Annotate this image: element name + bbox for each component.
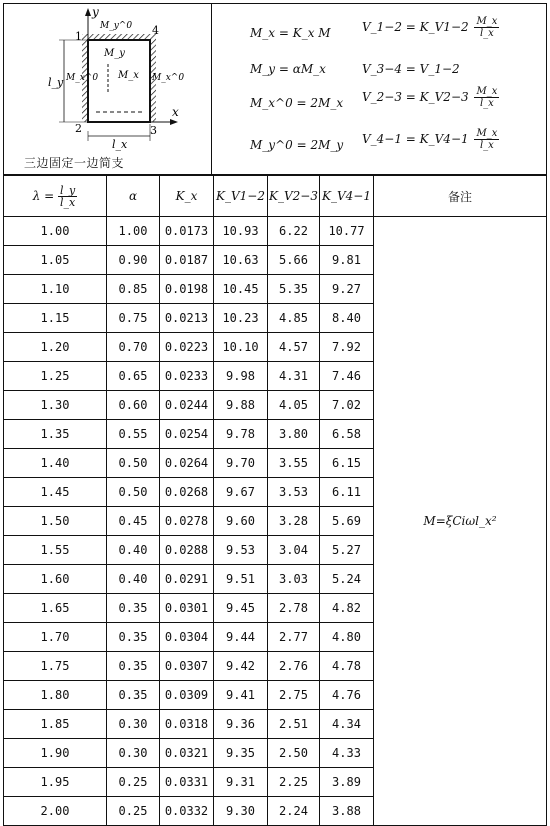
formula-mx: M_x = K_x M bbox=[250, 26, 331, 40]
table-cell: 9.67 bbox=[214, 478, 268, 507]
table-cell: 0.0278 bbox=[160, 507, 214, 536]
table-cell: 0.0223 bbox=[160, 333, 214, 362]
plate-diagram-panel bbox=[4, 4, 212, 174]
table-cell: 9.53 bbox=[214, 536, 268, 565]
table-cell: 0.0332 bbox=[160, 797, 214, 826]
table-cell: 1.10 bbox=[4, 275, 107, 304]
table-cell: 4.34 bbox=[320, 710, 374, 739]
table-cell: 2.78 bbox=[268, 594, 320, 623]
y-axis-arrow bbox=[85, 8, 91, 16]
label-mx0-right: M_x^0 bbox=[152, 73, 185, 83]
x-axis-arrow bbox=[170, 119, 178, 125]
table-cell: 2.76 bbox=[268, 652, 320, 681]
label-lx: l_x bbox=[112, 138, 128, 151]
table-cell: 8.40 bbox=[320, 304, 374, 333]
document-sheet bbox=[3, 3, 547, 818]
table-cell: 5.69 bbox=[320, 507, 374, 536]
col-header-lambda bbox=[4, 176, 107, 217]
table-cell: 9.60 bbox=[214, 507, 268, 536]
table-cell: 10.77 bbox=[320, 217, 374, 246]
table-cell: 9.35 bbox=[214, 739, 268, 768]
note-cell: M=ξCiωl_x² bbox=[374, 217, 547, 826]
table-cell: 4.85 bbox=[268, 304, 320, 333]
table-cell: 0.0233 bbox=[160, 362, 214, 391]
table-cell: 10.45 bbox=[214, 275, 268, 304]
table-cell: 0.25 bbox=[107, 768, 160, 797]
table-cell: 7.92 bbox=[320, 333, 374, 362]
table-cell: 0.35 bbox=[107, 623, 160, 652]
table-cell: 3.89 bbox=[320, 768, 374, 797]
table-cell: 0.0307 bbox=[160, 652, 214, 681]
table-cell: 4.78 bbox=[320, 652, 374, 681]
table-cell: 0.0268 bbox=[160, 478, 214, 507]
table-cell: 1.60 bbox=[4, 565, 107, 594]
formula-my: M_y = αM_x bbox=[250, 62, 326, 76]
corner-label-4: 4 bbox=[152, 24, 159, 37]
table-cell: 0.0331 bbox=[160, 768, 214, 797]
table-cell: 0.50 bbox=[107, 478, 160, 507]
table-cell: 0.75 bbox=[107, 304, 160, 333]
table-cell: 0.40 bbox=[107, 565, 160, 594]
formula-v23-lhs: V_2−3 = K_V2−3 bbox=[362, 90, 469, 104]
table-cell: 1.95 bbox=[4, 768, 107, 797]
table-cell: 10.23 bbox=[214, 304, 268, 333]
table-cell: 2.75 bbox=[268, 681, 320, 710]
table-cell: 10.93 bbox=[214, 217, 268, 246]
table-cell: 6.15 bbox=[320, 449, 374, 478]
table-cell: 0.0264 bbox=[160, 449, 214, 478]
table-cell: 3.55 bbox=[268, 449, 320, 478]
table-cell: 1.70 bbox=[4, 623, 107, 652]
formula-v12-lhs: V_1−2 = K_V1−2 bbox=[362, 20, 469, 34]
col-header-kx: K_x bbox=[160, 176, 214, 217]
table-cell: 0.50 bbox=[107, 449, 160, 478]
table-cell: 4.82 bbox=[320, 594, 374, 623]
table-cell: 4.05 bbox=[268, 391, 320, 420]
table-cell: 1.25 bbox=[4, 362, 107, 391]
table-cell: 1.00 bbox=[4, 217, 107, 246]
label-mx0-left: M_x^0 bbox=[66, 73, 99, 83]
table-cell: 1.20 bbox=[4, 333, 107, 362]
table-cell: 0.0321 bbox=[160, 739, 214, 768]
formula-panel bbox=[212, 4, 546, 174]
label-my0: M_y^0 bbox=[100, 21, 133, 31]
table-cell: 0.0291 bbox=[160, 565, 214, 594]
table-cell: 9.36 bbox=[214, 710, 268, 739]
table-cell: 4.33 bbox=[320, 739, 374, 768]
col-header-kv23: K_V2−3 bbox=[268, 176, 320, 217]
table-cell: 9.78 bbox=[214, 420, 268, 449]
table-cell: 4.80 bbox=[320, 623, 374, 652]
table-cell: 7.46 bbox=[320, 362, 374, 391]
table-cell: 10.10 bbox=[214, 333, 268, 362]
col-header-note: 备注 bbox=[374, 176, 547, 217]
col-header-kv41: K_V4−1 bbox=[320, 176, 374, 217]
table-cell: 9.27 bbox=[320, 275, 374, 304]
table-cell: 9.42 bbox=[214, 652, 268, 681]
formula-v41-lhs: V_4−1 = K_V4−1 bbox=[362, 132, 469, 146]
table-cell: 1.15 bbox=[4, 304, 107, 333]
table-cell: 6.58 bbox=[320, 420, 374, 449]
formula-v23-den: l_x bbox=[479, 98, 494, 109]
table-cell: 1.65 bbox=[4, 594, 107, 623]
formula-v34: V_3−4 = V_1−2 bbox=[362, 62, 460, 76]
table-cell: 4.76 bbox=[320, 681, 374, 710]
table-cell: 0.0187 bbox=[160, 246, 214, 275]
table-cell: 0.35 bbox=[107, 681, 160, 710]
table-cell: 0.0288 bbox=[160, 536, 214, 565]
label-ly: l_y bbox=[48, 76, 64, 89]
table-cell: 9.88 bbox=[214, 391, 268, 420]
table-header-row bbox=[4, 176, 547, 217]
table-cell: 6.22 bbox=[268, 217, 320, 246]
table-cell: 5.35 bbox=[268, 275, 320, 304]
table-cell: 0.0244 bbox=[160, 391, 214, 420]
table-cell: 0.0213 bbox=[160, 304, 214, 333]
table-cell: 3.88 bbox=[320, 797, 374, 826]
formula-my0: M_y^0 = 2M_y bbox=[250, 138, 344, 152]
lambda-prefix: λ = bbox=[32, 188, 55, 203]
formula-v12 bbox=[362, 16, 499, 39]
label-my: M_y bbox=[104, 48, 125, 59]
label-mx: M_x bbox=[118, 70, 139, 81]
table-cell: 9.45 bbox=[214, 594, 268, 623]
table-cell: 3.03 bbox=[268, 565, 320, 594]
col-header-alpha: α bbox=[107, 176, 160, 217]
table-cell: 9.70 bbox=[214, 449, 268, 478]
table-cell: 3.04 bbox=[268, 536, 320, 565]
axis-label-y: y bbox=[92, 5, 99, 19]
table-cell: 5.27 bbox=[320, 536, 374, 565]
table-cell: 2.50 bbox=[268, 739, 320, 768]
table-cell: 1.80 bbox=[4, 681, 107, 710]
table-cell: 0.0254 bbox=[160, 420, 214, 449]
formula-v41-num: M_x bbox=[476, 128, 498, 139]
table-cell: 1.90 bbox=[4, 739, 107, 768]
table-cell: 0.65 bbox=[107, 362, 160, 391]
table-cell: 0.90 bbox=[107, 246, 160, 275]
table-cell: 0.0173 bbox=[160, 217, 214, 246]
diagram-caption: 三边固定一边简支 bbox=[24, 156, 125, 170]
col-header-kv12: K_V1−2 bbox=[214, 176, 268, 217]
table-cell: 9.30 bbox=[214, 797, 268, 826]
table-cell: 0.0309 bbox=[160, 681, 214, 710]
table-cell: 3.80 bbox=[268, 420, 320, 449]
table-cell: 0.0198 bbox=[160, 275, 214, 304]
table-cell: 1.05 bbox=[4, 246, 107, 275]
table-cell: 1.30 bbox=[4, 391, 107, 420]
formula-v23-num: M_x bbox=[476, 86, 498, 97]
table-cell: 2.51 bbox=[268, 710, 320, 739]
table-cell: 9.98 bbox=[214, 362, 268, 391]
table-cell: 2.77 bbox=[268, 623, 320, 652]
table-cell: 3.28 bbox=[268, 507, 320, 536]
table-cell: 1.50 bbox=[4, 507, 107, 536]
table-cell: 0.40 bbox=[107, 536, 160, 565]
table-cell: 3.53 bbox=[268, 478, 320, 507]
table-cell: 0.85 bbox=[107, 275, 160, 304]
table-cell: 0.0301 bbox=[160, 594, 214, 623]
table-cell: 1.35 bbox=[4, 420, 107, 449]
table-cell: 0.25 bbox=[107, 797, 160, 826]
corner-label-3: 3 bbox=[150, 124, 157, 137]
table-cell: 0.60 bbox=[107, 391, 160, 420]
coefficient-table bbox=[3, 175, 547, 826]
table-cell: 0.45 bbox=[107, 507, 160, 536]
table-cell: 9.41 bbox=[214, 681, 268, 710]
table-cell: 0.0318 bbox=[160, 710, 214, 739]
plate-diagram bbox=[4, 4, 211, 152]
table-cell: 5.66 bbox=[268, 246, 320, 275]
table-cell: 5.24 bbox=[320, 565, 374, 594]
lambda-den: l_x bbox=[60, 195, 76, 209]
corner-label-2: 2 bbox=[75, 122, 82, 135]
table-cell: 9.44 bbox=[214, 623, 268, 652]
table-cell: 1.40 bbox=[4, 449, 107, 478]
formula-mx0: M_x^0 = 2M_x bbox=[250, 96, 344, 110]
table-cell: 0.55 bbox=[107, 420, 160, 449]
table-cell: 10.63 bbox=[214, 246, 268, 275]
formula-v41 bbox=[362, 128, 499, 151]
table-cell: 1.00 bbox=[107, 217, 160, 246]
table-cell: 1.75 bbox=[4, 652, 107, 681]
lambda-num: l_y bbox=[60, 183, 76, 197]
table-cell: 6.11 bbox=[320, 478, 374, 507]
axis-label-x: x bbox=[172, 105, 179, 119]
table-cell: 0.30 bbox=[107, 739, 160, 768]
header-block bbox=[3, 3, 547, 175]
formula-v41-den: l_x bbox=[479, 140, 494, 151]
table-cell: 4.31 bbox=[268, 362, 320, 391]
table-cell: 0.35 bbox=[107, 594, 160, 623]
table-cell: 0.0304 bbox=[160, 623, 214, 652]
table-cell: 1.55 bbox=[4, 536, 107, 565]
table-cell: 2.00 bbox=[4, 797, 107, 826]
table-cell: 9.31 bbox=[214, 768, 268, 797]
table-cell: 0.35 bbox=[107, 652, 160, 681]
table-cell: 2.25 bbox=[268, 768, 320, 797]
table-cell: 4.57 bbox=[268, 333, 320, 362]
table-cell: 1.85 bbox=[4, 710, 107, 739]
table-row bbox=[4, 217, 547, 246]
table-cell: 2.24 bbox=[268, 797, 320, 826]
formula-v23 bbox=[362, 86, 499, 109]
formula-v12-num: M_x bbox=[476, 16, 498, 27]
table-cell: 0.70 bbox=[107, 333, 160, 362]
corner-label-1: 1 bbox=[75, 30, 82, 43]
table-cell: 9.81 bbox=[320, 246, 374, 275]
table-cell: 9.51 bbox=[214, 565, 268, 594]
table-cell: 0.30 bbox=[107, 710, 160, 739]
table-cell: 1.45 bbox=[4, 478, 107, 507]
table-cell: 7.02 bbox=[320, 391, 374, 420]
formula-v12-den: l_x bbox=[479, 28, 494, 39]
